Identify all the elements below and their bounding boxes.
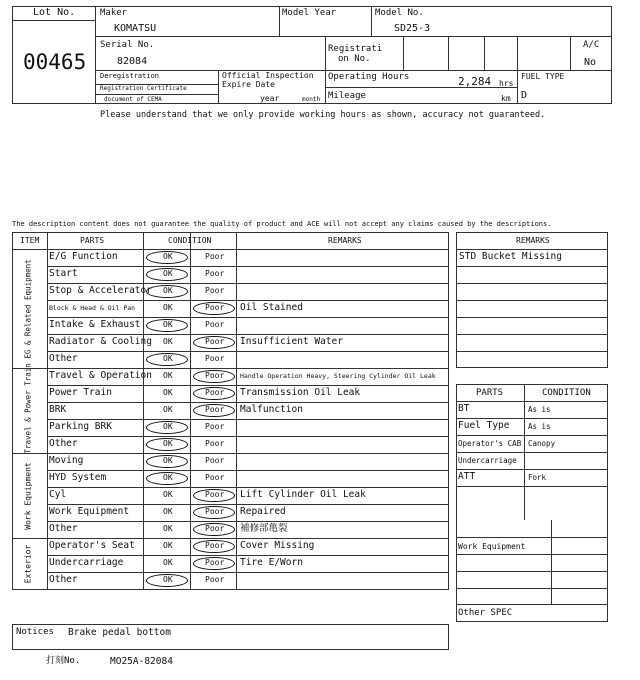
selected-poor-circle — [193, 387, 235, 400]
table-row-rule — [47, 555, 449, 556]
parts-table-rule — [456, 554, 608, 555]
table-row-rule — [47, 351, 449, 352]
ac-label: A/C — [583, 40, 600, 50]
fuel-type-label: FUEL TYPE — [521, 72, 565, 81]
parts-table-rule — [456, 469, 608, 470]
hours-note: Please understand that we only provide working hours as shown, accuracy not guaranteed. — [100, 110, 546, 120]
month-label: month — [302, 96, 321, 103]
condition-header: CONDITION — [168, 236, 212, 245]
condition-poor-option[interactable]: Poor — [205, 507, 225, 516]
registration-certificate-label: Registration Certificate — [100, 85, 187, 92]
remarks-box-rule — [456, 351, 608, 352]
parts-table-rule — [456, 537, 608, 538]
table-row-part: Work Equipment — [49, 506, 130, 517]
condition-ok-option[interactable]: OK — [163, 371, 173, 380]
table-row-part: HYD System — [49, 472, 107, 483]
deregistration-label: Deregistration — [100, 72, 160, 80]
table-row-part: Block & Head & Oil Pan — [49, 304, 136, 312]
table-row-part: BRK — [49, 404, 67, 415]
selected-poor-circle — [193, 540, 235, 553]
table-column-rule — [47, 232, 48, 590]
condition-poor-option[interactable]: Poor — [205, 422, 225, 431]
maker-value: KOMATSU — [114, 23, 157, 34]
condition-poor-option[interactable]: Poor — [205, 405, 225, 414]
selected-poor-circle — [193, 370, 235, 383]
condition-poor-option[interactable]: Poor — [205, 320, 225, 329]
table-row-part: Other — [49, 574, 78, 585]
condition-poor-option[interactable]: Poor — [205, 252, 225, 261]
parts-header: PARTS — [80, 236, 105, 245]
table-row-part: Other — [49, 353, 78, 364]
table-row-remark: Malfunction — [240, 404, 303, 415]
maker-label: Maker — [100, 8, 128, 18]
condition-ok-option[interactable]: OK — [163, 439, 173, 448]
condition-ok-option[interactable]: OK — [163, 456, 173, 465]
lot-no-label: Lot No. — [33, 7, 76, 18]
condition-poor-option[interactable]: Poor — [205, 303, 225, 312]
table-row-remark: Transmission Oil Leak — [240, 387, 361, 398]
parts-table-rule — [456, 401, 608, 402]
table-row-part: Travel & Operation — [49, 370, 152, 381]
mileage-label: Mileage — [328, 91, 366, 101]
condition-ok-option[interactable]: OK — [163, 303, 173, 312]
condition-ok-option[interactable]: OK — [163, 575, 173, 584]
table-row-remark: Repaired — [240, 506, 286, 517]
serial-no-value: 82084 — [117, 56, 148, 67]
condition-ok-option[interactable]: OK — [163, 354, 173, 363]
group-label: Exterior — [23, 544, 32, 583]
group-rule — [12, 368, 449, 369]
condition-poor-option[interactable]: Poor — [205, 473, 225, 482]
table-row-part: Other — [49, 523, 78, 534]
operating-hours-value: 2,284 — [458, 75, 492, 88]
parts-table-rule — [456, 486, 608, 487]
table-row-part: Undercarriage — [49, 557, 124, 568]
condition-ok-option[interactable]: OK — [163, 320, 173, 329]
table-row-remark: Oil Stained — [240, 302, 303, 313]
table-row-rule — [47, 572, 449, 573]
table-row-rule — [47, 385, 449, 386]
parts-table-rule — [456, 435, 608, 436]
condition-poor-option[interactable]: Poor — [205, 371, 225, 380]
table-row-rule — [47, 266, 449, 267]
group-rule — [12, 453, 449, 454]
parts-table-part: Fuel Type — [458, 420, 510, 431]
table-row-remark: Lift Cylinder Oil Leak — [240, 489, 366, 500]
table-column-rule — [190, 232, 191, 590]
table-row-part: Power Train — [49, 387, 112, 398]
parts-table-condition: Canopy — [528, 439, 556, 448]
condition-ok-option[interactable]: OK — [163, 405, 173, 414]
parts-table-rule — [456, 588, 608, 589]
condition-poor-option[interactable]: Poor — [205, 354, 225, 363]
parts-table-part: ATT — [458, 471, 476, 482]
operating-hours-label: Operating Hours — [328, 72, 410, 82]
table-row-part: Stop & Accelerator — [49, 285, 152, 296]
table-row-part: Other — [49, 438, 78, 449]
condition-ok-option[interactable]: OK — [163, 269, 173, 278]
condition-poor-option[interactable]: Poor — [205, 524, 225, 533]
remarks-box-rule — [456, 334, 608, 335]
selected-poor-circle — [193, 336, 235, 349]
table-row-part: E/G Function — [49, 251, 118, 262]
parts-table-condition-header: CONDITION — [542, 388, 591, 398]
condition-poor-option[interactable]: Poor — [205, 337, 225, 346]
parts-table-rule — [456, 452, 608, 453]
condition-ok-option[interactable]: OK — [163, 490, 173, 499]
other-spec-label: Other SPEC — [458, 608, 513, 618]
selected-ok-circle — [146, 455, 188, 468]
selected-ok-circle — [146, 319, 188, 332]
parts-table-rule — [456, 571, 608, 572]
table-row-remark: Cover Missing — [240, 540, 315, 551]
condition-poor-option[interactable]: Poor — [205, 456, 225, 465]
model-year-label: Model Year — [282, 8, 337, 18]
selected-poor-circle — [193, 404, 235, 417]
condition-poor-option[interactable]: Poor — [205, 558, 225, 567]
model-no-label: Model No. — [375, 8, 424, 18]
selected-poor-circle — [193, 489, 235, 502]
table-row-rule — [47, 521, 449, 522]
registration-no-label-2: on No. — [338, 54, 371, 64]
notices-label: Notices — [16, 627, 54, 637]
table-row-part: Moving — [49, 455, 84, 466]
condition-poor-option[interactable]: Poor — [205, 286, 225, 295]
lot-no-value: 00465 — [23, 50, 87, 74]
condition-poor-option[interactable]: Poor — [205, 388, 225, 397]
serial-no-label: Serial No. — [100, 40, 155, 50]
condition-ok-option[interactable]: OK — [163, 524, 173, 533]
table-row-rule — [47, 283, 449, 284]
table-row-part: Parking BRK — [49, 421, 112, 432]
remarks-box-rule — [456, 317, 608, 318]
disclaimer: The description content does not guarantee the quality of product and ACE will not accept any claims caused by the descriptions. — [12, 220, 552, 228]
group-rule — [12, 538, 449, 539]
parts-table-rule — [456, 418, 608, 419]
parts-table-part: BT — [458, 403, 470, 414]
table-row-remark: Tire E/Worn — [240, 557, 303, 568]
table-column-rule — [236, 232, 237, 590]
registration-no-label: Registrati — [328, 44, 383, 54]
selected-ok-circle — [146, 574, 188, 587]
condition-poor-option[interactable]: Poor — [205, 575, 225, 584]
table-row-remark: Handle Operation Heavy, Steering Cylinder Oil Leak — [240, 372, 436, 380]
condition-ok-option[interactable]: OK — [163, 507, 173, 516]
group-label: Work Equipment — [23, 461, 32, 530]
condition-ok-option[interactable]: OK — [163, 558, 173, 567]
group-label: EG & Related Equipment — [23, 258, 32, 359]
table-row-rule — [47, 402, 449, 403]
table-row-rule — [47, 419, 449, 420]
table-header-rule — [12, 249, 449, 250]
remarks-box-header: REMARKS — [516, 236, 550, 245]
condition-ok-option[interactable]: OK — [163, 473, 173, 482]
stamp-value: MO25A-82084 — [110, 656, 173, 667]
km-unit: km — [501, 94, 511, 103]
item-header: ITEM — [20, 236, 40, 245]
remarks-header: REMARKS — [328, 236, 362, 245]
remarks-box-rule — [456, 249, 608, 250]
parts-table-condition: Fork — [528, 473, 547, 482]
table-row-rule — [47, 487, 449, 488]
inspection-label-2: Expire Date — [222, 80, 275, 89]
selected-poor-circle — [193, 302, 235, 315]
selected-poor-circle — [193, 557, 235, 570]
parts-table-part: Undercarriage — [458, 456, 517, 465]
parts-table-part: Operator's CAB — [458, 439, 522, 448]
table-row-rule — [47, 504, 449, 505]
year-label: year — [260, 94, 280, 103]
selected-ok-circle — [146, 421, 188, 434]
condition-poor-option[interactable]: Poor — [205, 541, 225, 550]
ac-value: No — [584, 57, 597, 68]
condition-poor-option[interactable]: Poor — [205, 269, 225, 278]
condition-ok-option[interactable]: OK — [163, 388, 173, 397]
condition-ok-option[interactable]: OK — [163, 337, 173, 346]
table-row-remark: Insufficient Water — [240, 336, 343, 347]
table-row-part: Operator's Seat — [49, 540, 135, 551]
document-of-cema-label: document of CEMA — [104, 96, 162, 103]
selected-ok-circle — [146, 268, 188, 281]
table-row-rule — [47, 300, 449, 301]
remarks-box-rule — [456, 266, 608, 267]
table-row-rule — [47, 317, 449, 318]
remarks-box-rule — [456, 283, 608, 284]
fuel-type-value: D — [521, 90, 528, 101]
parts-table-condition: As is — [528, 405, 551, 414]
stamp-label: 打刻No. — [46, 656, 81, 666]
selected-ok-circle — [146, 353, 188, 366]
selected-ok-circle — [146, 285, 188, 298]
work-equipment-label: Work Equipment — [458, 542, 526, 551]
remarks-box-line: STD Bucket Missing — [459, 251, 562, 262]
notices-text: Brake pedal bottom — [68, 627, 171, 638]
hrs-unit: hrs — [499, 79, 514, 88]
model-no-value: SD25-3 — [394, 23, 431, 34]
remarks-box-rule — [456, 300, 608, 301]
parts-table-parts-header: PARTS — [476, 388, 504, 398]
table-row-part: Start — [49, 268, 78, 279]
condition-ok-option[interactable]: OK — [163, 286, 173, 295]
table-row-part: Cyl — [49, 489, 67, 500]
inspection-label: Official Inspection — [222, 71, 314, 80]
selected-poor-circle — [193, 523, 235, 536]
condition-ok-option[interactable]: OK — [163, 422, 173, 431]
condition-poor-option[interactable]: Poor — [205, 439, 225, 448]
selected-poor-circle — [193, 506, 235, 519]
parts-table-rule — [551, 520, 552, 604]
condition-ok-option[interactable]: OK — [163, 541, 173, 550]
table-row-part: Intake & Exhaust — [49, 319, 141, 330]
table-row-part: Radiator & Cooling — [49, 336, 152, 347]
condition-ok-option[interactable]: OK — [163, 252, 173, 261]
selected-ok-circle — [146, 472, 188, 485]
condition-poor-option[interactable]: Poor — [205, 490, 225, 499]
selected-ok-circle — [146, 251, 188, 264]
table-row-rule — [47, 334, 449, 335]
table-row-rule — [47, 470, 449, 471]
table-row-remark: 補修部亀裂 — [240, 523, 288, 534]
table-row-rule — [47, 436, 449, 437]
parts-table-rule — [456, 604, 608, 605]
selected-ok-circle — [146, 438, 188, 451]
group-label: Travel & Power Train — [23, 362, 32, 453]
parts-table-condition: As is — [528, 422, 551, 431]
